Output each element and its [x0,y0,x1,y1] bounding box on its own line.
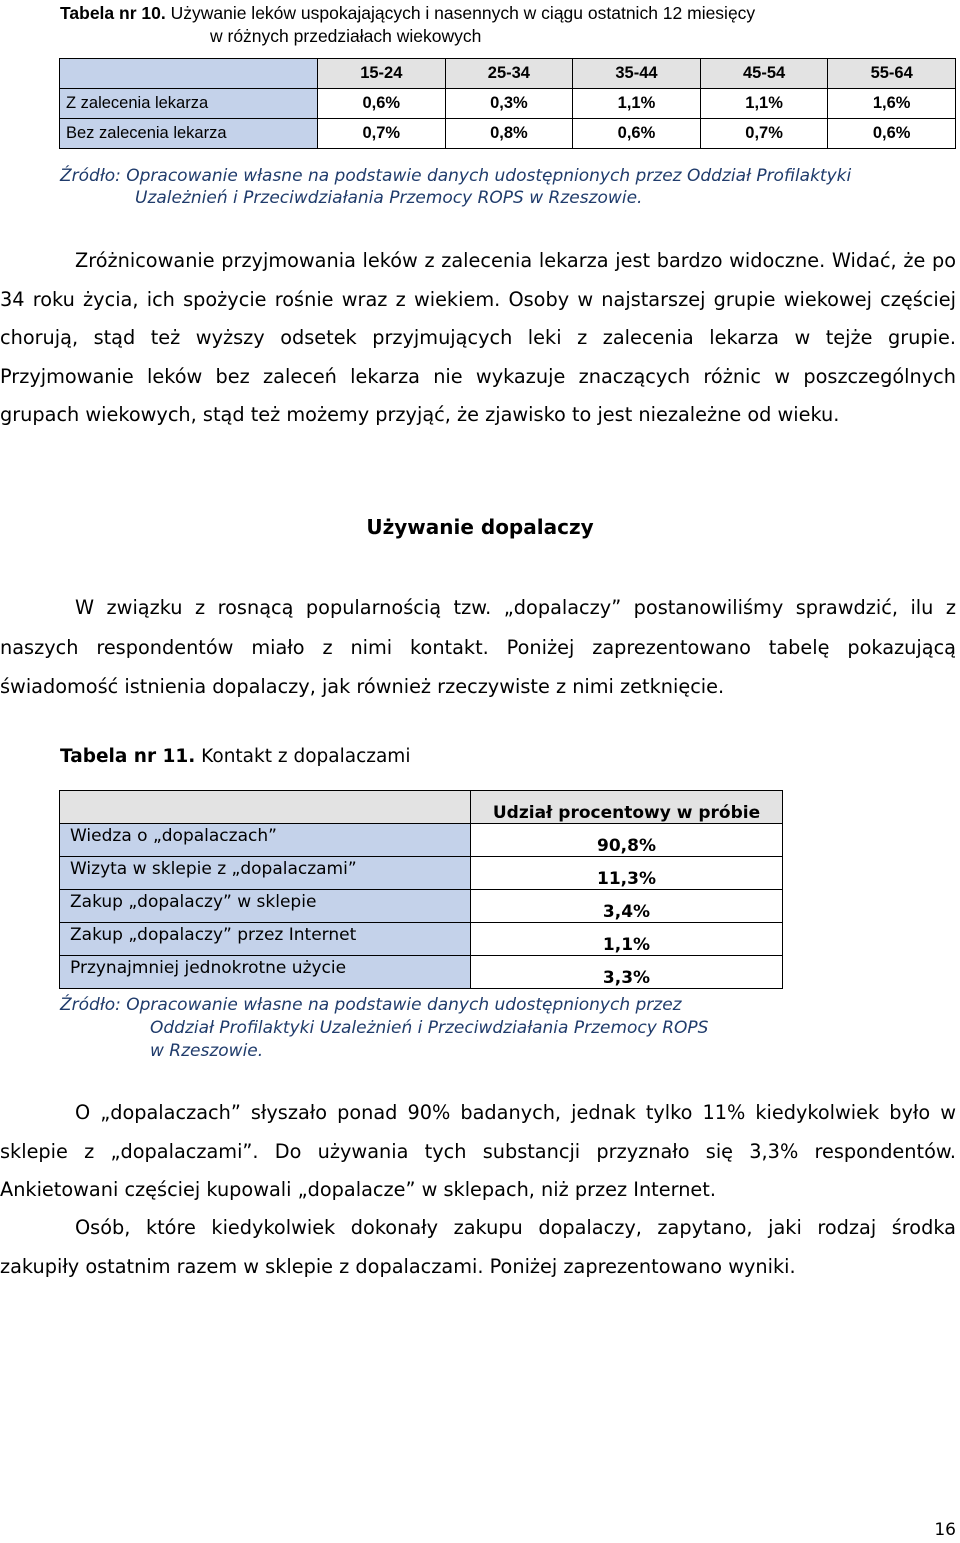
table11-label: Tabela nr 11. [60,746,196,767]
table-row [60,956,783,989]
table10-cell: 0,6% [573,119,701,149]
table11-col-header: Udział procentowy w próbie [471,791,783,824]
table-row [60,890,783,923]
table10-cell: 0,3% [445,89,573,119]
table11-cell: 1,1% [471,923,783,956]
table10-cell: 0,8% [445,119,573,149]
paragraph-4: Osób, które kiedykolwiek dokonały zakupu dopalaczy, zapytano, jaki rodzaj środka zakupiły ostatnim razem w sklepie z dopalaczami. Poniżej zaprezentowano wyniki. [0,1216,956,1278]
table10-cell: 0,7% [318,119,446,149]
table10 [59,58,956,149]
table10-title-line2: w różnych przedziałach wiekowych [210,26,482,46]
paragraph-2: W związku z rosnącą popularnością tzw. „dopalaczy” postanowiliśmy sprawdzić, ilu z naszych respondentów miało z nimi kontakt. Poniżej zaprezentowano tabelę pokazującą świadomość istnienia dopalaczy, jak również rzeczywiste z nimi zetknięcie. [0,596,956,698]
table-row [60,89,956,119]
table11-row-label: Wiedza o „dopalaczach” [60,824,471,857]
table10-label: Tabela nr 10. [60,3,166,23]
table11-row-label: Wizyta w sklepie z „dopalaczami” [60,857,471,890]
paragraph-3: O „dopalaczach” słyszało ponad 90% badanych, jednak tylko 11% kiedykolwiek było w sklepie z „dopalaczami”. Do używania tych substancji przyznało się 3,3% respondentów. Ankietowani częściej kupowali „dopalacze” w sklepach, niż przez Internet. [0,1101,956,1201]
table10-source-line2: Uzależnień i Przeciwdziałania Przemocy ROPS w Rzeszowie. [135,188,643,208]
table11-cell: 3,3% [471,956,783,989]
table10-title-line1: Używanie leków uspokajających i nasennych w ciągu ostatnich 12 miesięcy [170,3,756,23]
table10-col-header: 55-64 [828,59,956,89]
table10-source-line1: Źródło: Opracowanie własne na podstawie danych udostępnionych przez Oddział Profilaktyki [60,166,852,186]
table11-caption [60,746,410,767]
paragraph-1: Zróżnicowanie przyjmowania leków z zalecenia lekarza jest bardzo widoczne. Widać, że po 34 roku życia, ich spożycie rośnie wraz z wiekiem. Osoby w najstarszej grupie wiekowej częściej chorują, stąd też wyższy odsetek przyjmujących leki z zalecenia lekarza w tejże grupie. Przyjmowanie leków bez zaleceń lekarza nie wykazuje znaczących różnic w poszczególnych grupach wiekowych, stąd też możemy przyjąć, że zjawisko to jest niezależne od wieku. [0,249,956,426]
table10-col-header: 45-54 [700,59,828,89]
table11-source [60,994,820,1063]
table11-row-label: Zakup „dopalaczy” w sklepie [60,890,471,923]
table11-row-label: Zakup „dopalaczy” przez Internet [60,923,471,956]
table-row [60,857,783,890]
table10-col-header: 15-24 [318,59,446,89]
table10-corner-cell [60,59,318,89]
table11-source-line2: Oddział Profilaktyki Uzależnień i Przeciwdziałania Przemocy ROPS [150,1018,709,1038]
table11-source-line1: Źródło: Opracowanie własne na podstawie danych udostępnionych przez [60,995,682,1015]
table10-row-label: Z zalecenia lekarza [60,89,318,119]
table11-source-line3: w Rzeszowie. [150,1041,264,1061]
table10-col-header: 35-44 [573,59,701,89]
table11-title: Kontakt z dopalaczami [201,746,411,767]
table11-corner-cell [60,791,471,824]
table10-cell: 1,1% [700,89,828,119]
table10-cell: 1,6% [828,89,956,119]
table10-row-label: Bez zalecenia lekarza [60,119,318,149]
table11 [59,790,783,989]
table10-source [60,165,960,209]
page-number: 16 [934,1520,956,1540]
table11-cell: 90,8% [471,824,783,857]
table10-cell: 1,1% [573,89,701,119]
section-heading: Używanie dopalaczy [366,515,594,539]
table-row [60,119,956,149]
table-row [60,923,783,956]
table10-cell: 0,7% [700,119,828,149]
table11-cell: 3,4% [471,890,783,923]
table11-header-row [60,791,783,824]
table-row [60,824,783,857]
table10-caption [60,2,955,48]
table10-header-row [60,59,956,89]
table11-cell: 11,3% [471,857,783,890]
table11-row-label: Przynajmniej jednokrotne użycie [60,956,471,989]
table10-cell: 0,6% [828,119,956,149]
table10-col-header: 25-34 [445,59,573,89]
table10-cell: 0,6% [318,89,446,119]
